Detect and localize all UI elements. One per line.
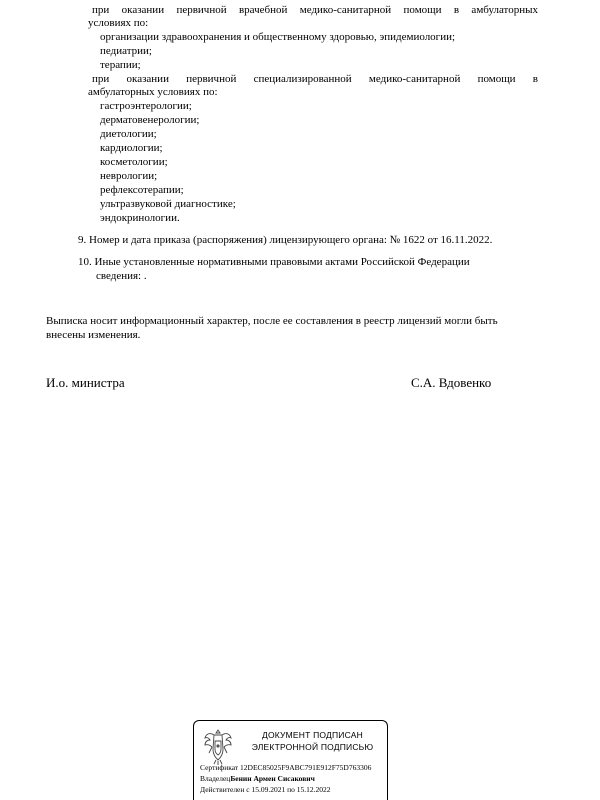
signatory-name: С.А. Вдовенко <box>411 375 492 390</box>
list-item: диетологии; <box>100 128 157 140</box>
list-item: эндокринологии. <box>100 212 180 224</box>
list-item: педиатрии; <box>100 45 152 57</box>
stamp-title-line: ДОКУМЕНТ ПОДПИСАН <box>262 730 363 740</box>
point-9: 9. Номер и дата приказа (распоряжения) лицензирующего органа: № 1622 от 16.11.2022. <box>78 234 493 246</box>
signatory-position: И.о. министра <box>46 375 125 390</box>
section-specialized-heading-cont: амбулаторных условиях по: <box>88 86 218 98</box>
list-item: кардиологии; <box>100 142 163 154</box>
stamp-owner-label: Владелец <box>200 774 231 783</box>
list-item: гастроэнтерологии; <box>100 100 192 112</box>
list-item: косметологии; <box>100 156 168 168</box>
notice-text: Выписка носит информационный характер, после ее составления в реестр лицензий могли быть <box>46 315 498 327</box>
stamp-owner <box>200 774 315 783</box>
list-item: организации здравоохранения и общественному здоровью, эпидемиологии; <box>100 31 456 43</box>
list-item: терапии; <box>100 59 141 71</box>
point-10: 10. Иные установленные нормативными правовыми актами Российской Федерации <box>78 256 470 268</box>
stamp-title <box>240 729 385 753</box>
section-specialized-heading: при оказании первичной специализированной медико-санитарной помощи в <box>92 73 538 85</box>
electronic-signature-stamp <box>193 720 388 800</box>
list-item: рефлексотерапии; <box>100 184 184 196</box>
stamp-owner-name: Бенин Армен Сисакович <box>230 774 315 783</box>
stamp-certificate: Сертификат 12DEC85025F9ABC791E912F75D763306 <box>200 763 372 772</box>
stamp-title-line: ЭЛЕКТРОННОЙ ПОДПИСЬЮ <box>251 742 374 752</box>
section-primary-heading: при оказании первичной врачебной медико-санитарной помощи в амбулаторных <box>92 4 538 16</box>
list-item: дерматовенерологии; <box>100 114 200 126</box>
notice-text-cont: внесены изменения. <box>46 329 141 341</box>
point-10-cont: сведения: . <box>96 270 147 282</box>
stamp-validity: Действителен с 15.09.2021 по 15.12.2022 <box>200 785 331 794</box>
coat-of-arms-icon <box>202 727 234 767</box>
section-primary-heading-cont: условиях по: <box>88 17 149 29</box>
list-item: ультразвуковой диагностике; <box>100 198 236 210</box>
list-item: неврологии; <box>100 170 158 182</box>
